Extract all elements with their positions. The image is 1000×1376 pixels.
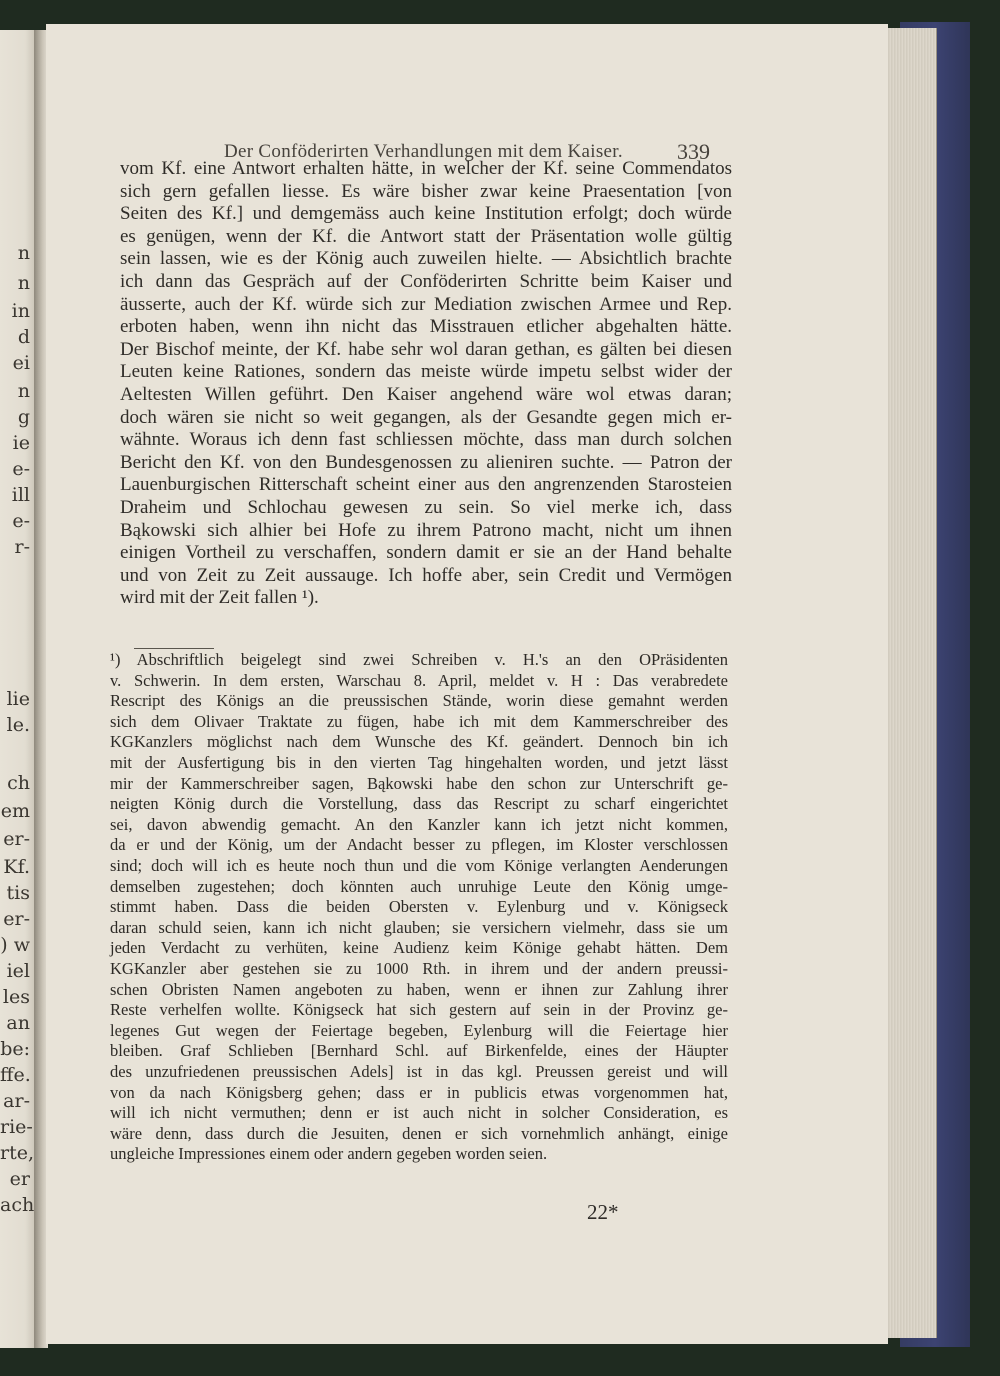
footnote-line: da er und der König, um der Andacht besser zu pflegen, im Kloster verschlossen <box>110 835 728 855</box>
previous-page-sliver <box>0 30 36 1348</box>
left-page-fragment: er- <box>3 908 30 930</box>
body-line: Seiten des Kf.] und demgemäss auch keine Institution erfolgt; doch würde <box>120 203 732 225</box>
left-page-fragment: ei <box>12 352 30 374</box>
left-page-fragment: d <box>17 326 30 348</box>
body-line: sein lassen, wie es der König auch zuweilen hielte. — Absichtlich brachte <box>120 248 732 270</box>
footnote-line: sich dem Olivaer Traktate zu fügen, habe ich mit dem Kammerschreiber des <box>110 711 728 731</box>
footnote-line: sind; doch will ich es heute noch thun und die vom Könige verlangten Aenderungen <box>110 856 728 875</box>
left-page-fragment: g <box>17 406 30 428</box>
left-page-fragment: n <box>17 242 30 264</box>
body-line: und von Zeit zu Zeit aussauge. Ich hoffe aber, sein Credit und Vermögen <box>120 564 732 586</box>
page-stack-edges <box>884 28 937 1338</box>
left-page-fragment: ) w <box>0 934 30 956</box>
body-line: Bericht den Kf. von den Bundesgenossen zu alieniren suchte. — Patron der <box>120 451 732 473</box>
footnote-line: mit der Ausfertigung bis in den vierten Tag hingehalten worden, und jetzt lässt <box>110 753 728 772</box>
left-page-fragment: be: <box>0 1038 30 1060</box>
left-page-fragment: iel <box>6 960 30 982</box>
running-head: Der Conföderirten Verhandlungen mit dem Kaiser. <box>224 141 623 162</box>
book-page <box>46 24 888 1344</box>
footnote-line: sei, davon abwendig gemacht. An den Kanzler kann ich jetzt nicht kommen, <box>110 814 728 834</box>
body-line: sich gern gefallen liesse. Es wäre bisher zwar keine Praesentation [von <box>120 180 732 202</box>
footnote-line: mir der Kammerschreiber sagen, Bąkowski habe den schon zur Unterschrift ge- <box>110 773 728 793</box>
left-page-fragment: ach <box>0 1194 35 1216</box>
left-page-fragment: ch <box>7 772 30 794</box>
left-page-fragment: ill <box>11 484 30 506</box>
left-page-fragment: em <box>0 800 30 822</box>
left-page-fragment: ar- <box>3 1090 30 1112</box>
page-number: 339 <box>677 139 710 164</box>
footnote-line: demselben zugestehen; doch könnten auch unruhige Leute den König umge- <box>110 876 728 896</box>
footnote-line: neigten König durch die Vorstellung, dass das Rescript zu scharf eingerichtet <box>110 794 728 814</box>
body-line: Bąkowski sich alhier bei Hofe zu ihrem Patrono macht, nicht um ihnen <box>120 519 732 541</box>
body-line: Der Bischof meinte, der Kf. habe sehr wol daran gethan, es gälten bei diesen <box>120 338 732 360</box>
left-page-fragment: rie- <box>0 1116 33 1138</box>
body-line: einigen Vortheil zu verschaffen, sondern damit er sie an der Hand behalte <box>120 542 732 564</box>
body-line: Leuten keine Rationes, sondern das meiste würde impetu selbst wider der <box>120 361 732 383</box>
footnote-line: KGKanzlers möglichst nach dem Wunsche des Kf. geändert. Dennoch bin ich <box>110 732 728 752</box>
footnote-line: des unzufriedenen preussischen Adels] ist in das kgl. Preussen gereist und will <box>110 1062 728 1081</box>
footnote-line: v. Schwerin. In dem ersten, Warschau 8. April, meldet v. H : Das verabredete <box>110 670 728 690</box>
footnote-line: schen Obristen Namen angeboten zu haben, wenn er ihnen zur Zahlung ihrer <box>110 979 728 999</box>
left-page-fragment: les <box>2 986 30 1008</box>
left-page-fragment: lie <box>6 688 30 710</box>
left-page-fragment: r- <box>14 536 30 558</box>
footnote-line: legenes Gut wegen der Feiertage begeben, Eylenburg will die Feiertage hier <box>110 1020 728 1040</box>
footnote-line: jeden Verdacht zu verhüten, keine Audienz keim Könige gehabt hätten. Dem <box>110 938 728 958</box>
body-line: wähnte. Woraus ich denn fast schliessen möchte, dass man durch solchen <box>120 429 732 451</box>
footnote-line: will ich nicht vermuthen; denn er ist auch nicht in solcher Consideration, es <box>110 1103 728 1123</box>
left-page-fragment: er <box>9 1168 30 1190</box>
left-page-fragment: e- <box>12 458 30 480</box>
body-line: Draheim und Schlochau gewesen zu sein. So viel merke ich, dass <box>120 497 732 518</box>
body-line: es genügen, wenn der Kf. die Antwort statt der Präsentation wolle gültig <box>120 225 732 247</box>
left-page-fragment: ffe. <box>0 1064 31 1086</box>
body-line: erboten haben, wenn ihn nicht das Misstrauen etlicher abgehalten hätte. <box>120 316 732 338</box>
body-line: Aeltesten Willen geführt. Den Kaiser angehend wäre wol etwas daran; <box>120 384 732 405</box>
footnote-line: daran schuld seien, kann ich nicht glauben; sie versichern vielmehr, dass sie um <box>110 917 728 937</box>
body-line: wird mit der Zeit fallen ¹). <box>120 587 319 609</box>
left-page-fragment: e- <box>12 510 30 532</box>
left-page-fragment: ie <box>12 432 30 454</box>
body-line: äusserte, auch der Kf. würde sich zur Mediation zwischen Armee und Rep. <box>120 293 732 315</box>
left-page-fragment: er- <box>3 828 30 850</box>
signature-mark: 22* <box>587 1200 619 1224</box>
footnote-line: von da nach Königsberg gehen; dass er in publicis etwas vorgenommen hat, <box>110 1082 728 1102</box>
left-page-fragment: le. <box>6 714 30 736</box>
left-page-fragment: rte, <box>0 1142 35 1164</box>
footnote-line: KGKanzler aber gestehen sie zu 1000 Rth. in ihrem und der andern preussi- <box>110 959 728 978</box>
footnote-line: stimmt haben. Dass die beiden Obersten v. Eylenburg und v. Königseck <box>110 897 728 917</box>
footnote-rule <box>134 648 214 649</box>
body-line: Lauenburgischen Ritterschaft scheint einer aus den angrenzenden Starosteien <box>120 474 732 496</box>
body-line: vom Kf. eine Antwort erhalten hätte, in welcher der Kf. seine Commendatos <box>120 158 732 179</box>
left-page-fragment: tis <box>6 882 30 904</box>
footnote-line: ungleiche Impressiones einem oder andern gegeben worden seien. <box>110 1144 548 1164</box>
left-page-fragment: in <box>11 300 30 322</box>
body-line: doch wären sie nicht so weit gegangen, als der Gesandte gegen mich er- <box>120 406 732 428</box>
footnote-line: wäre denn, dass durch die Jesuiten, denen er sich vornehmlich anhängt, einige <box>110 1123 728 1143</box>
footnote-line: bleiben. Graf Schlieben [Bernhard Schl. auf Birkenfelde, eines der Häupter <box>110 1041 728 1061</box>
footnote-line: Rescript des Königs an die preussischen Stände, worin diese gemahnt werden <box>110 691 728 711</box>
left-page-fragment: an <box>6 1012 30 1034</box>
footnote-line: Reste verhelfen wollte. Königseck hat sich gestern auf sein in der Provinz ge- <box>110 1000 728 1020</box>
left-page-fragment: Kf. <box>3 856 30 878</box>
left-page-fragment: n <box>17 272 30 294</box>
body-line: ich dann das Gespräch auf der Conföderirten Schritte beim Kaiser und <box>120 271 732 292</box>
left-page-fragment: n <box>17 380 30 402</box>
footnote-line: ¹) Abschriftlich beigelegt sind zwei Schreiben v. H.'s an den OPräsidenten <box>110 650 728 669</box>
